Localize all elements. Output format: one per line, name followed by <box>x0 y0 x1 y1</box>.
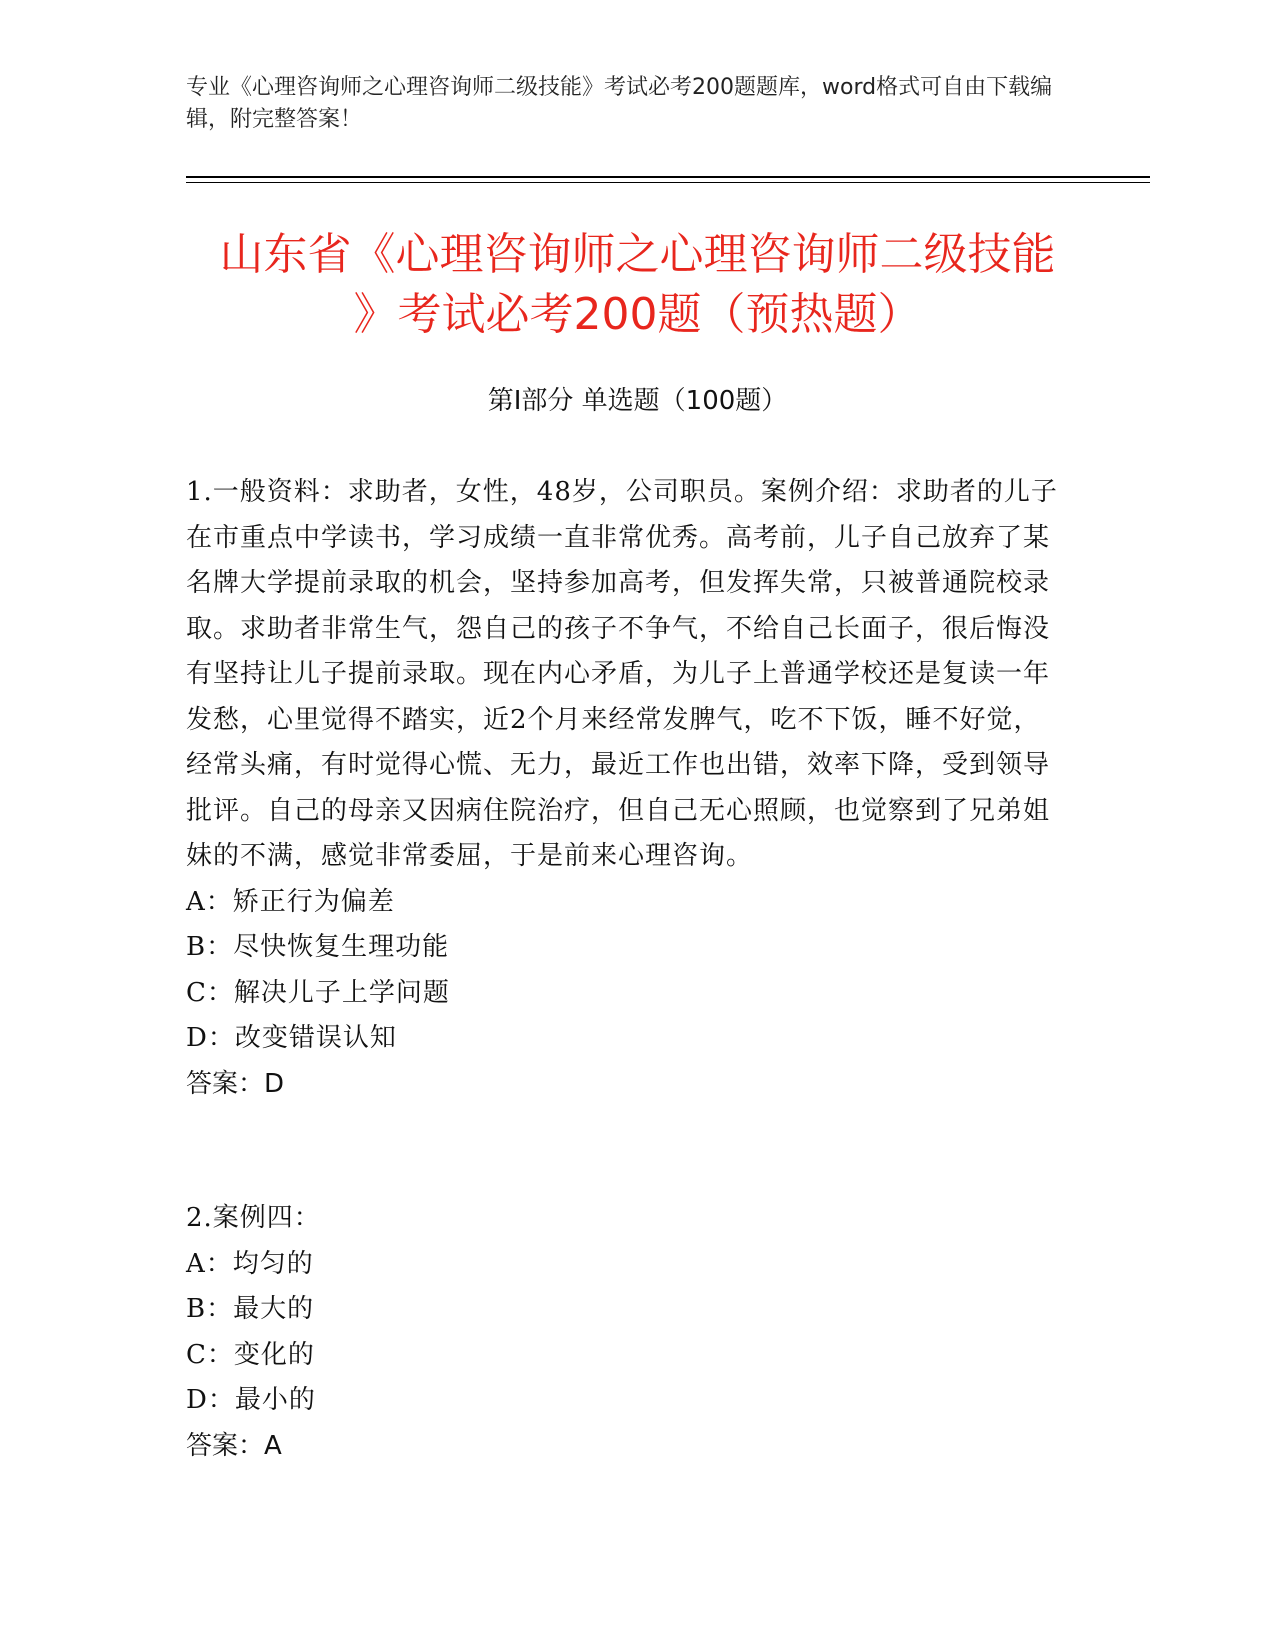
answer: 答案：D <box>186 1068 285 1099</box>
answer: 答案：A <box>186 1430 282 1461</box>
option-b: B：最大的 <box>186 1294 315 1324</box>
header-divider-thin <box>186 182 1150 183</box>
section-heading: 第Ⅰ部分 单选题（100题） <box>487 386 788 416</box>
question-stem: 1.一般资料：求助者，女性，48岁，公司职员。案例介绍：求助者的儿子在市重点中学读书，学习成绩一直非常优秀。高考前，儿子自己放弃了某名牌大学提前录取的机会，坚持参加高考，但发挥失常，只被普通院校录取。求助者非常生气，怨自己的孩子不争气，不给自己长面子，很后悔没有坚持让儿子提前录取。现在内心矛盾，为儿子上普通学校还是复读一年发愁，心里觉得不踏实，近2个月来经常发脾气，吃不下饭，睡不好觉，经常头痛，有时觉得心慌、无力，最近工作也出错，效率下降，受到领导批评。自己的母亲又因病住院治疗，但自己无心照顾，也觉察到了兄弟姐妹的不满，感觉非常委屈，于是前来心理咨询。 <box>186 477 1058 871</box>
option-a: A：矫正行为偏差 <box>186 886 395 917</box>
option-c: C：解决儿子上学问题 <box>186 977 450 1008</box>
option-c: C：变化的 <box>186 1339 315 1370</box>
option-a: A：均匀的 <box>186 1248 314 1279</box>
question-1 <box>186 470 1066 1107</box>
question-2 <box>186 1196 1066 1469</box>
header-divider-thick <box>186 176 1150 178</box>
document-title-line2: 》考试必考200题（预热题） <box>353 289 922 340</box>
question-stem: 2.案例四： <box>186 1203 321 1233</box>
document-title <box>150 225 1125 345</box>
option-b: B：尽快恢复生理功能 <box>186 932 450 962</box>
header-note: 专业《心理咨询师之心理咨询师二级技能》考试必考200题题库，word格式可自由下载编辑，附完整答案！ <box>186 75 1053 132</box>
option-d: D：最小的 <box>186 1385 316 1415</box>
document-title-line1: 山东省《心理咨询师之心理咨询师二级技能 <box>219 229 1056 280</box>
option-d: D：改变错误认知 <box>186 1023 397 1053</box>
